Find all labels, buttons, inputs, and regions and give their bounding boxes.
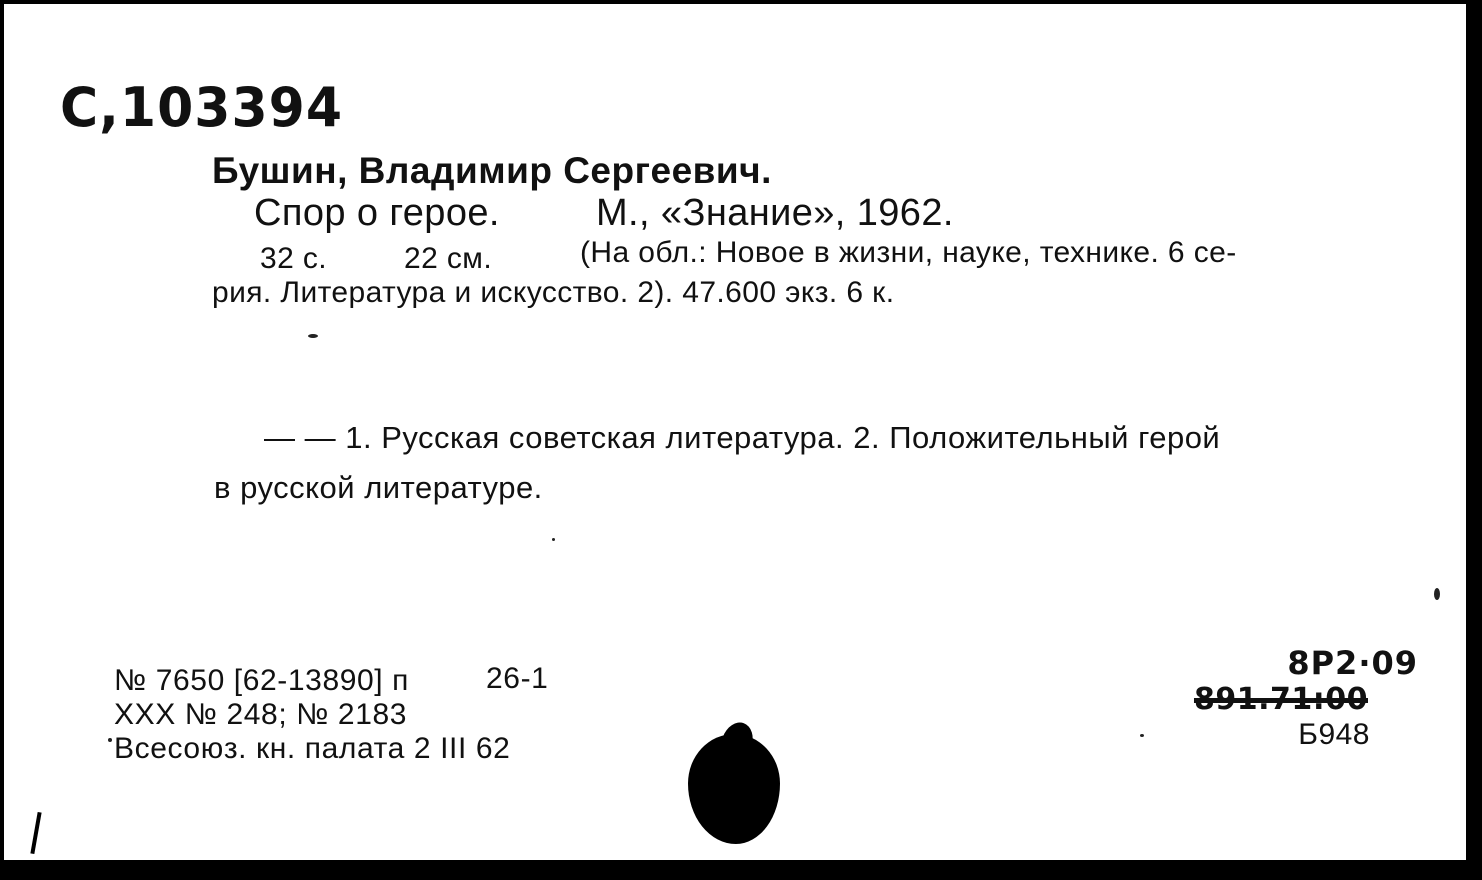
speck (1434, 588, 1440, 600)
classification-index: 8Р2·09 (1287, 644, 1418, 682)
series-note-line-2: рия. Литература и искусство. 2). 47.600 экз. 6 к. (212, 276, 895, 309)
call-number: С,103394 (60, 76, 344, 140)
registration-line-1: № 7650 [62-13890] п (114, 664, 410, 697)
pages-count: 32 с. (260, 242, 328, 275)
speck (108, 738, 112, 742)
registration-line-2: XXX № 248; № 2183 (114, 698, 408, 731)
ink-blot (688, 734, 780, 844)
pencil-mark (30, 812, 41, 854)
classification-struck: 891.71:00 (1193, 682, 1368, 717)
book-size: 22 см. (404, 242, 493, 275)
subjects-line-2: в русской литературе. (214, 470, 543, 505)
subjects-line-1: — — 1. Русская советская литература. 2. Положительный герой (264, 420, 1221, 455)
card-edge-top (0, 0, 1482, 4)
registration-line-3: Всесоюз. кн. палата 2 III 62 (114, 732, 511, 765)
card-edge-left (0, 0, 4, 880)
imprint: М., «Знание», 1962. (596, 192, 954, 234)
author-heading: Бушин, Владимир Сергеевич. (212, 150, 772, 191)
registration-code: 26-1 (486, 662, 549, 695)
speck (552, 538, 555, 541)
book-title: Спор о герое. (254, 192, 500, 234)
series-note-line-1: (На обл.: Новое в жизни, науке, технике. 6 се- (580, 236, 1237, 269)
author-mark: Б948 (1298, 718, 1370, 751)
speck (308, 334, 318, 338)
speck (1140, 734, 1144, 737)
